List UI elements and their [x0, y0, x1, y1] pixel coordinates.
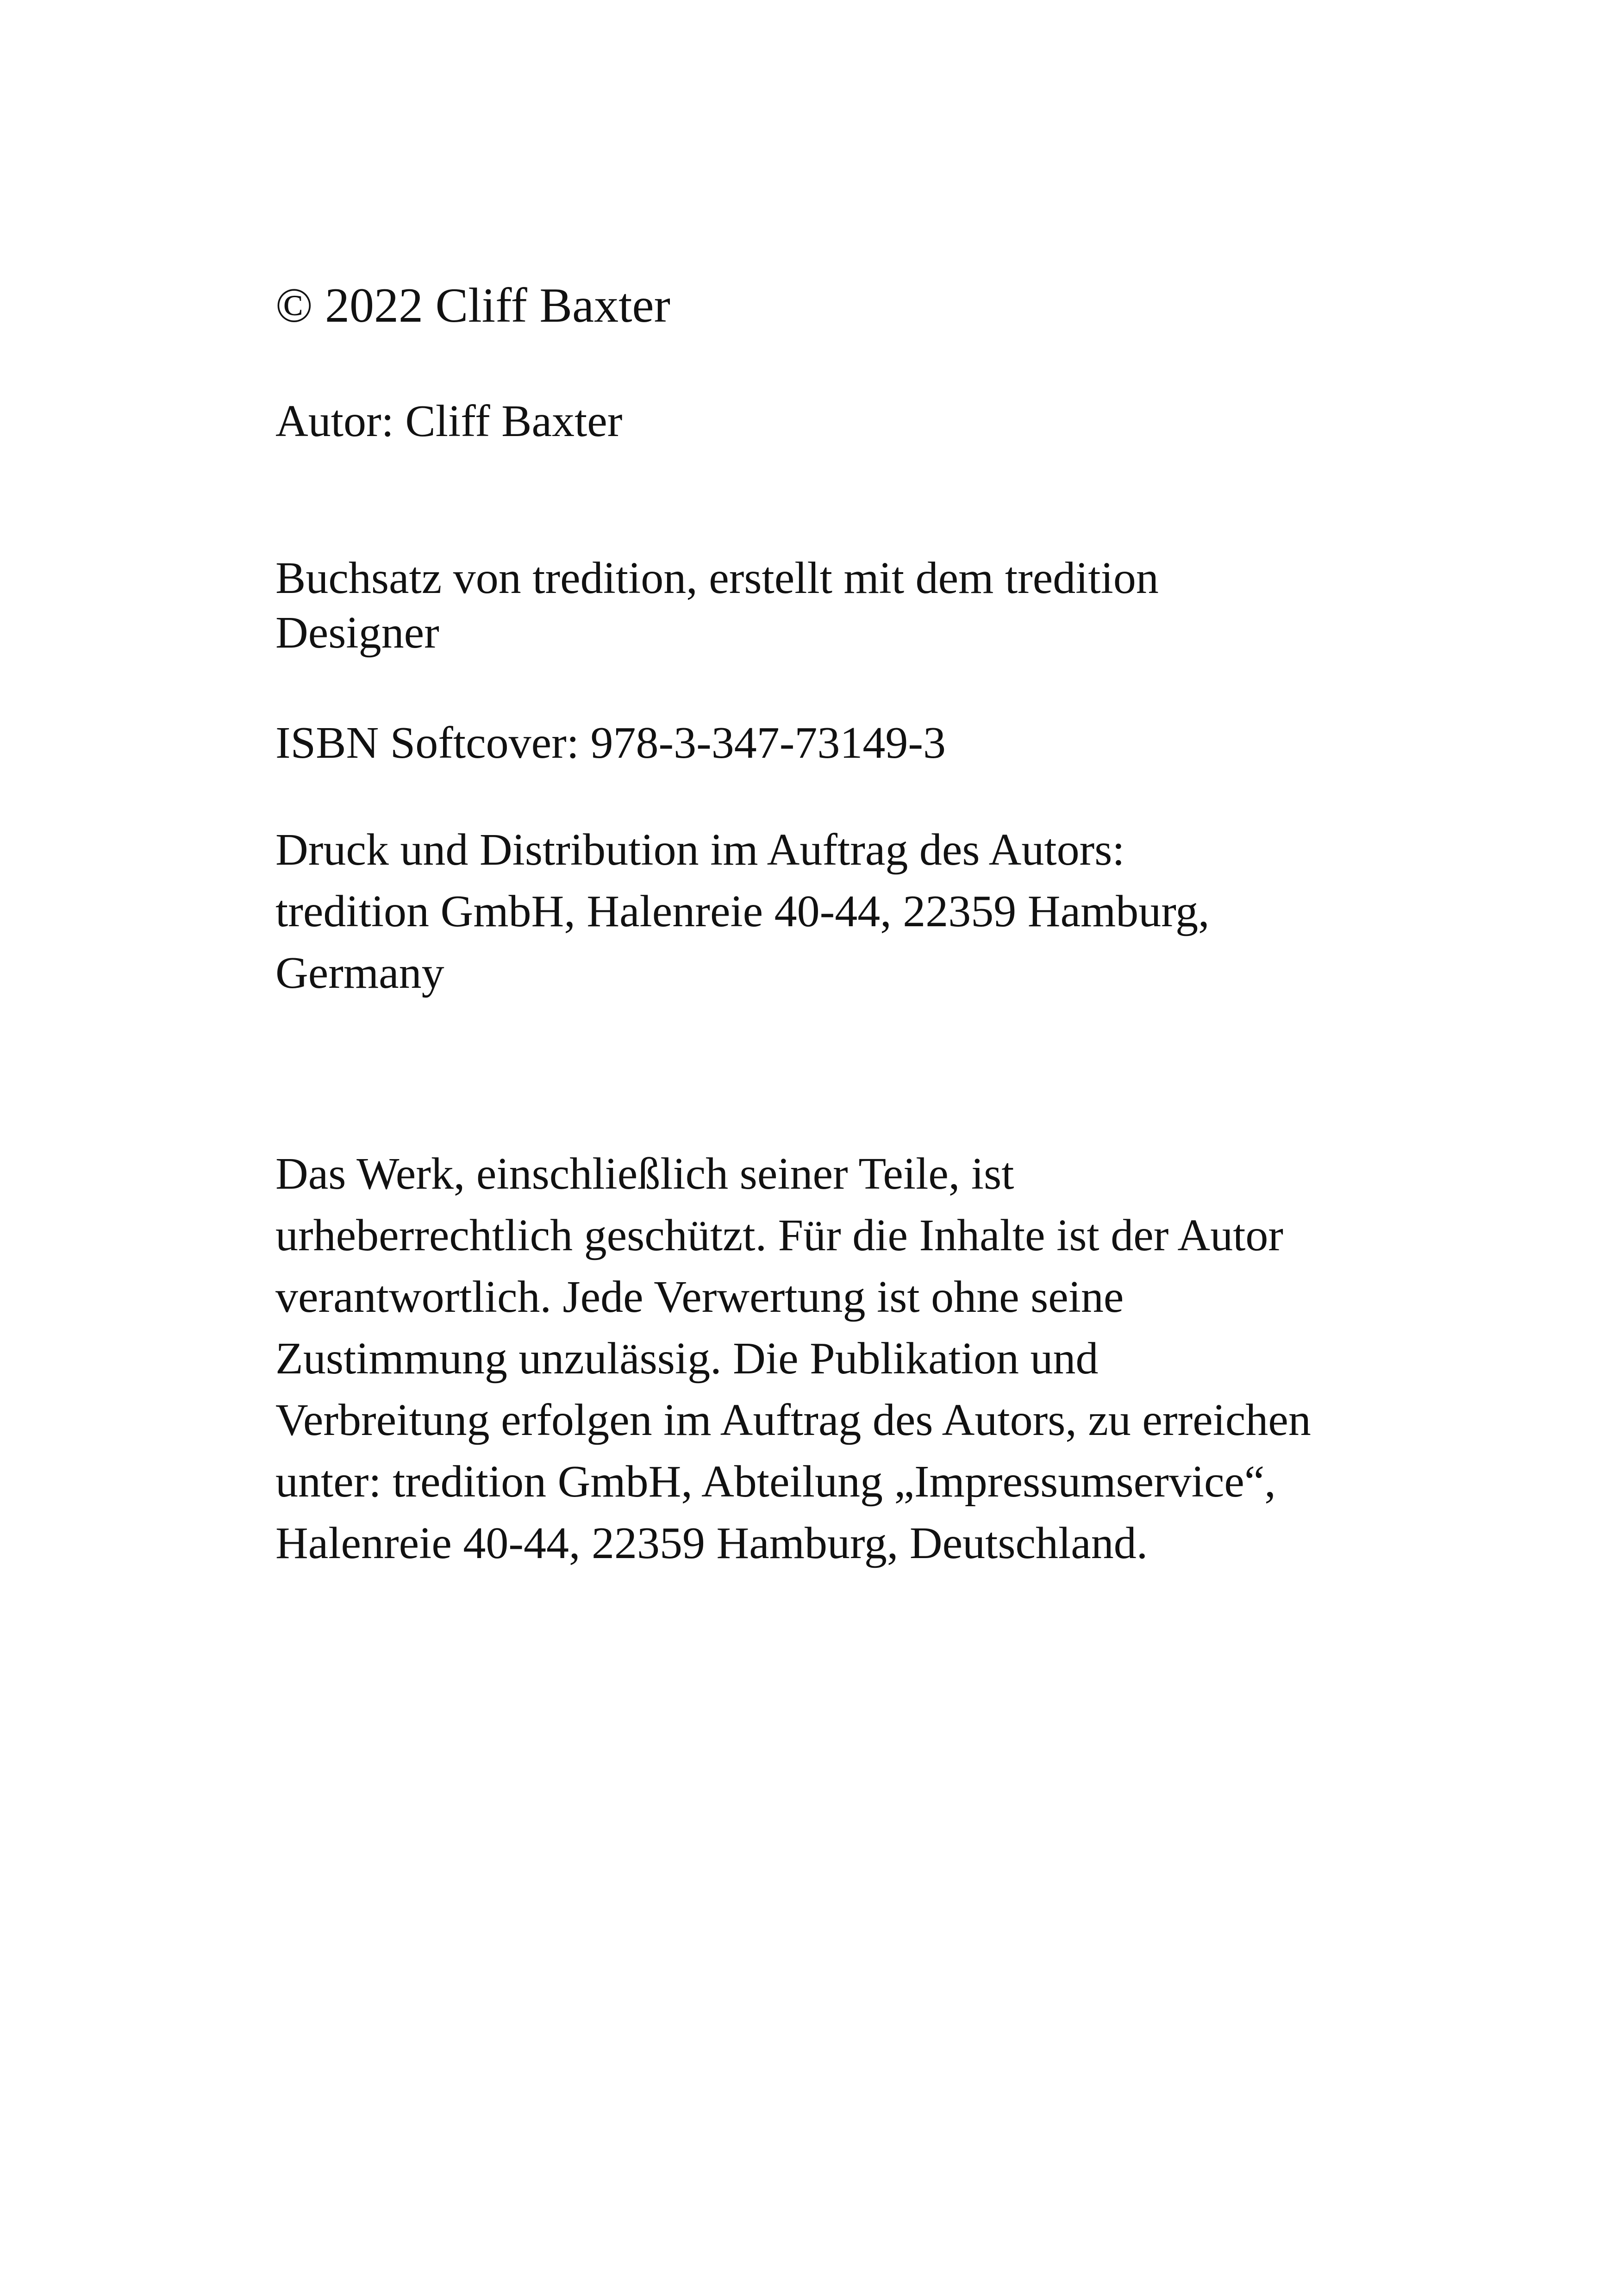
typesetting-line: Designer — [275, 608, 439, 658]
legal-line: Verbreitung erfolgen im Auftrag des Autors, zu erreichen — [275, 1395, 1311, 1445]
legal-line: urheberrechtlich geschützt. Für die Inhalte ist der Autor — [275, 1210, 1284, 1260]
printing-line: tredition GmbH, Halenreie 40-44, 22359 Hamburg, — [275, 886, 1210, 936]
legal-line: unter: tredition GmbH, Abteilung „Impressumservice“, — [275, 1457, 1276, 1507]
legal-line: Das Werk, einschließlich seiner Teile, ist — [275, 1149, 1014, 1199]
printing-distribution-note — [275, 819, 1433, 1004]
typesetting-note — [275, 551, 1294, 660]
typesetting-line: Buchsatz von tredition, erstellt mit dem tredition — [275, 553, 1159, 603]
author-line: Autor: Cliff Baxter — [275, 396, 623, 446]
copyright-notice: © 2022 Cliff Baxter — [275, 278, 670, 332]
printing-line: Druck und Distribution im Auftrag des Autors: — [275, 825, 1125, 875]
legal-line: Zustimmung unzulässig. Die Publikation und — [275, 1334, 1099, 1384]
isbn-line: ISBN Softcover: 978-3-347-73149-3 — [275, 718, 946, 768]
printing-line: Germany — [275, 948, 444, 998]
legal-line: Halenreie 40-44, 22359 Hamburg, Deutschland. — [275, 1518, 1148, 1568]
legal-line: verantwortlich. Jede Verwertung ist ohne seine — [275, 1272, 1124, 1322]
copyright-legal-paragraph — [275, 1143, 1461, 1574]
